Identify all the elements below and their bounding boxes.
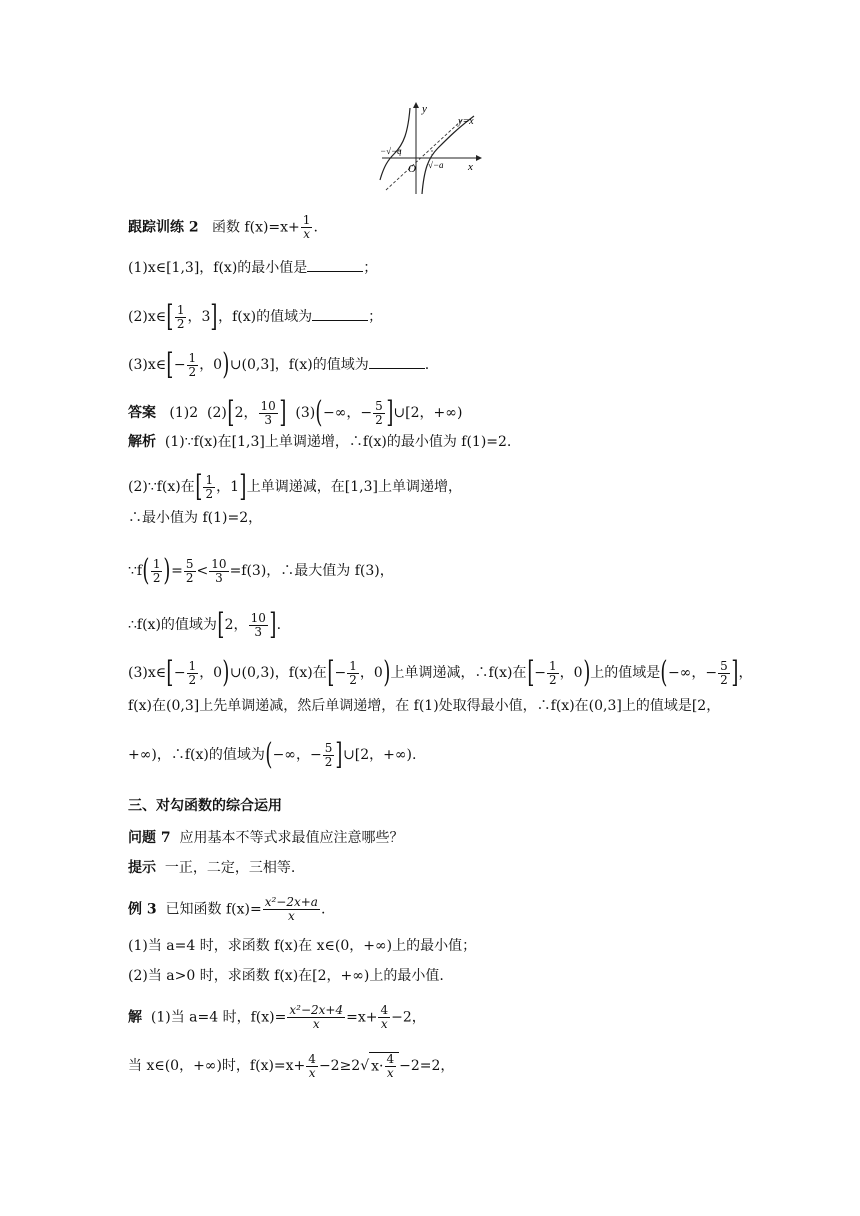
question-7: 问题 7 应用基本不等式求最值应注意哪些？ [128,830,404,846]
track-intro: 函数 f(x)=x+ [211,219,300,236]
origin-label: O [408,163,416,175]
answer-blank [312,307,368,321]
example-part-2: (2)当 a>0 时，求函数 f(x)在[2，+∞)上的最小值. [128,968,444,984]
analysis-line-1: 解析 (1)∵f(x)在[1,3]上单调递增，∴f(x)的最小值为 f(1)=2. [128,434,512,450]
question-3: (3)x∈[− $\frac{1}{2}$ ，0)∪(0,3]，f(x)的值域为 . [128,347,430,382]
neg-sqrt-label: −√−a [380,146,402,156]
example-part-1: (1)当 a=4 时，求函数 f(x)在 x∈(0，+∞)上的最小值； [128,938,477,954]
answer-blank [369,355,425,369]
question-2: (2)x∈[ $\frac{1}{2}$ ，3]，f(x)的值域为 ； [128,299,383,334]
answer-line: 答案 (1)2 (2)[2， $\frac{10}{3}$ ] (3)(−∞，− $\frac{5}{2}$ ]∪[2，+∞) [128,395,463,430]
question-1: (1)x∈[1,3]，f(x)的最小值是 ； [128,260,378,276]
section-title: 三、对勾函数的综合运用 [128,798,282,814]
x-axis-label: x [468,161,473,173]
line-label: y=x [458,116,474,127]
pos-sqrt-label: √−a [428,160,444,170]
analysis-line-5: ∴f(x)的值域为[2， $\frac{10}{3}$ ]. [128,607,282,642]
analysis-line-8: +∞)，∴f(x)的值域为(−∞，− $\frac{5}{2}$ ]∪[2，+∞). [128,737,417,772]
track-title-line: 跟踪训练 2 函数 f(x)=x+ $\frac{1}{x}$ . [128,213,318,241]
curve-left [380,108,410,180]
curve-right [422,116,474,194]
function-graph [378,100,488,196]
analysis-line-6: (3)x∈[− $\frac{1}{2}$ ，0)∪(0,3)，f(x)在[− $\frac{1}{2}$ ，0)上单调递减，∴f(x)在[− $\frac{1}{2}$ ，0)上的值域是(−∞，− $\frac{5}{2}$ ]， [128,655,753,690]
square-root: x· $\frac{4}{x}$ [369,1052,399,1080]
answer-blank [307,258,363,272]
track-title: 跟踪训练 2 [128,219,199,236]
fraction: $\frac{1}{x}$ [302,213,311,241]
solution-line-1: 解 (1)当 a=4 时，f(x)= $\frac{\text{x²−2x+4}}{x}$ =x+ $\frac{4}{x}$ −2， [128,1003,426,1031]
analysis-line-2: (2)∵f(x)在[ $\frac{1}{2}$ ，1]上单调递减，在[1,3]上单调递增， [128,469,462,504]
analysis-line-4: ∵f( $\frac{1}{2}$ )= $\frac{5}{2}$ < $\frac{10}{3}$ =f(3)，∴最大值为 f(3)， [128,553,394,588]
hint-line: 提示 一正，二定，三相等. [128,860,296,876]
fraction: $\frac{1}{2}$ [188,350,197,379]
fraction: $\frac{1}{2}$ [176,302,185,331]
y-axis-label: y [422,103,427,115]
solution-line-2: 当 x∈(0，+∞)时，f(x)=x+ $\frac{4}{x}$ −2≥2√ x· $\frac{4}{x}$ −2=2， [128,1051,455,1080]
example-3: 例 3 已知函数 f(x)= $\frac{\text{x²−2x+a}}{x}$ . [128,895,326,923]
analysis-line-3: ∴最小值为 f(1)=2， [128,510,263,526]
analysis-line-7: f(x)在(0,3]上先单调递减，然后单调递增，在 f(1)处取得最小值，∴f(x)在(0,3]上的值域是[2， [128,698,721,714]
